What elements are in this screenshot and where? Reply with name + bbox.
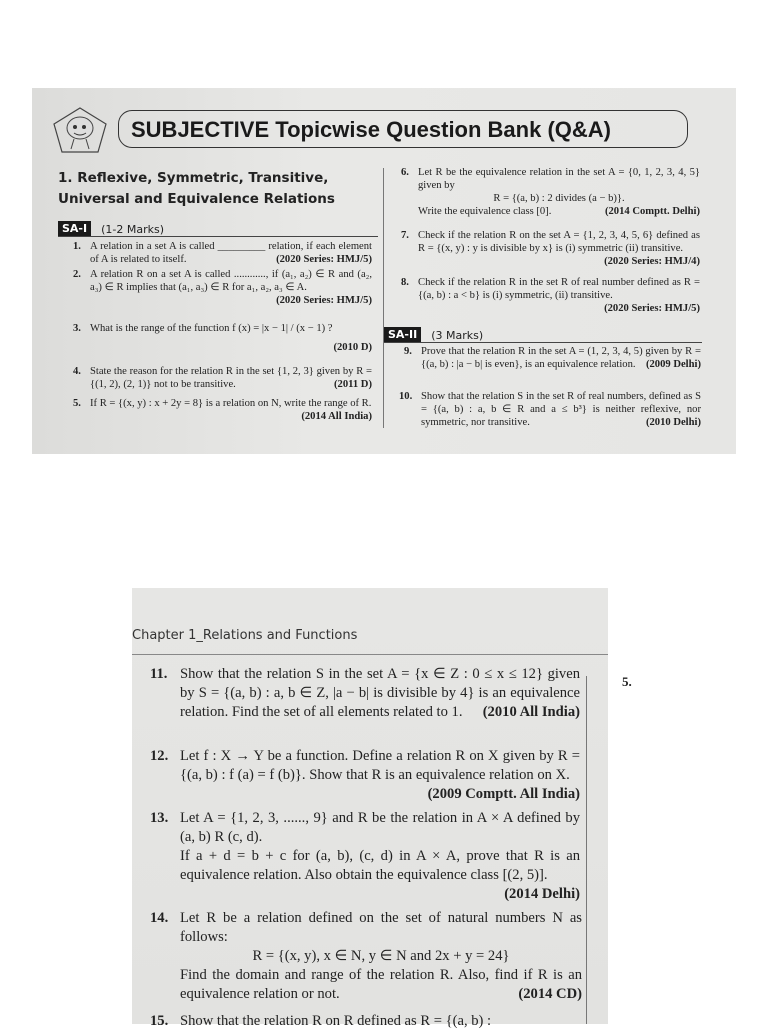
q-text: Let A = {1, 2, 3, ......, 9} and R be the relation in A × A defined by (a, b) R (c, d). — [180, 810, 580, 845]
sa2-header — [384, 327, 702, 343]
margin-number: 5. — [622, 674, 632, 689]
q-citation: (2020 Series: HMJ/5) — [276, 295, 372, 306]
q-citation: (2020 Series: HMJ/5) — [604, 303, 700, 314]
brain-mascot-icon — [52, 106, 108, 154]
q-citation: (2014 Delhi) — [504, 886, 580, 902]
textbook-page-photo-top — [32, 88, 736, 454]
q-number: 15. — [150, 1013, 169, 1029]
question-5 — [73, 397, 372, 423]
q-text: What is the range of the function f (x) = |x − 1| / (x − 1) ? — [90, 323, 333, 334]
q-text: Find the domain and range of the relation R. Also, find if R is an equivalence relation or not. — [180, 967, 582, 1002]
q-number: 1. — [73, 241, 81, 252]
q-text: State the reason for the relation R in the set {1, 2, 3} given by R = {(1, 2), (2, 1)} not to be transitive. — [90, 366, 372, 390]
q-number: 9. — [404, 346, 412, 357]
q-citation: (2010 Delhi) — [645, 417, 701, 428]
q-number: 7. — [401, 230, 409, 241]
q-formula: R = {(x, y), x ∈ N, y ∈ N and 2x + y = 24} — [252, 948, 510, 964]
q-text: Let R be a relation defined on the set of natural numbers N as follows: — [180, 910, 582, 945]
q-text: Show that the relation S in the set R of real numbers, defined as S = {(a, b) : a, b ∈ R and a ≤ b³} is neither reflexive, nor symmetric, nor transitive. — [421, 391, 701, 428]
question-13 — [150, 809, 580, 904]
question-11 — [150, 665, 580, 722]
question-12 — [150, 747, 580, 804]
q-text: Write the equivalence class [0]. — [418, 206, 552, 217]
q-text: Show that the relation S in the set A = {x ∈ Z : 0 ≤ x ≤ 12} given by S = {(a, b) : a, b ∈ Z, |a − b| is divisible by 4} is an equivalence relation. Find the set of all elements related to 1. — [180, 666, 580, 720]
q-citation: (2010 All India) — [482, 704, 580, 720]
q-citation: (2014 All India) — [301, 411, 372, 422]
q-number: 3. — [73, 323, 81, 334]
q-number: 5. — [73, 398, 81, 409]
q-number: 12. — [150, 748, 169, 764]
q-text: A relation in a set A is called _________ relation, if each element of A is related to itself. — [90, 241, 372, 265]
q-citation: (2020 Series: HMJ/4) — [604, 256, 700, 267]
q-text: A relation R on a set A is called ............, if (a₁, a₂) ∈ R and (a₂, a₃) ∈ R implies that (a₁, a₃) ∈ R for a₁, a₂, a₃ ∈ A. — [90, 269, 372, 293]
question-2 — [73, 268, 372, 307]
q-citation: (2011 D) — [334, 379, 372, 390]
q-citation: (2020 Series: HMJ/5) — [276, 254, 372, 265]
q-number: 13. — [150, 810, 169, 826]
q-citation: (2014 Comptt. Delhi) — [604, 206, 700, 217]
q-number: 14. — [150, 910, 169, 926]
q-text: If a + d = b + c for (a, b), (c, d) in A × A, prove that R is an equivalence relation. Also obtain the equivalence class [(2, 5)]. — [180, 848, 580, 883]
q-text: Let R be the equivalence relation in the set A = {0, 1, 2, 3, 4, 5} given by — [418, 167, 700, 191]
sa1-header — [58, 221, 378, 237]
question-3 — [73, 322, 372, 354]
q-number: 6. — [401, 167, 409, 178]
q-number: 2. — [73, 269, 81, 280]
q-number: 4. — [73, 366, 81, 377]
question-8 — [401, 276, 700, 315]
q-text: Prove that the relation R in the set A = (1, 2, 3, 4, 5) given by R = {(a, b) : |a − b| is even}, is an equivalence relation. — [421, 346, 701, 370]
q-number: 11. — [150, 666, 168, 682]
q-text: If R = {(x, y) : x + 2y = 8} is a relation on N, write the range of R. — [90, 398, 372, 409]
section-heading: 1. Reflexive, Symmetric, Transitive, Universal and Equivalence Relations — [58, 170, 335, 207]
q-citation: (2010 D) — [333, 342, 372, 353]
question-10 — [399, 390, 701, 429]
question-6 — [401, 166, 700, 218]
q-number: 8. — [401, 277, 409, 288]
q-text: Let f : X → Y be a function. Define a relation R on X given by R = {(a, b) : f (a) = f (b)}. Show that R is an equivalence relation on X. — [180, 748, 580, 783]
page-title: SUBJECTIVE Topicwise Question Bank (Q&A) — [118, 110, 688, 148]
q-text: Show that the relation R on R defined as R = {(a, b) : — [180, 1013, 492, 1029]
question-9 — [404, 345, 701, 371]
q-citation: (2009 Delhi) — [645, 359, 701, 370]
sa1-tag: SA-I — [58, 221, 91, 236]
question-7 — [401, 229, 700, 268]
question-15 — [150, 1012, 582, 1031]
column-divider — [586, 676, 587, 1024]
q-number: 10. — [399, 391, 413, 402]
textbook-page-photo-bottom — [132, 588, 632, 1029]
chapter-header: Chapter 1_Relations and Functions — [132, 628, 358, 643]
column-divider — [383, 168, 384, 428]
question-4 — [73, 365, 372, 391]
sa2-marks: (3 Marks) — [431, 329, 484, 342]
q-citation: (2009 Comptt. All India) — [427, 786, 580, 802]
sa2-tag: SA-II — [384, 327, 421, 342]
question-1 — [73, 240, 372, 266]
chapter-rule — [132, 654, 608, 655]
sa1-marks: (1-2 Marks) — [101, 223, 164, 236]
q-formula: R = {(a, b) : 2 divides (a − b)}. — [493, 193, 625, 204]
q-text: Check if the relation R on the set A = {1, 2, 3, 4, 5, 6} defined as R = {(x, y) : y is divisible by x} is (i) symmetric (ii) transitive. — [418, 230, 700, 254]
q-citation: (2014 CD) — [518, 986, 582, 1002]
question-14 — [150, 909, 582, 1004]
q-text: Check if the relation R in the set R of real number defined as R = {(a, b) : a < b} is (i) symmetric, (ii) transitive. — [418, 277, 700, 301]
